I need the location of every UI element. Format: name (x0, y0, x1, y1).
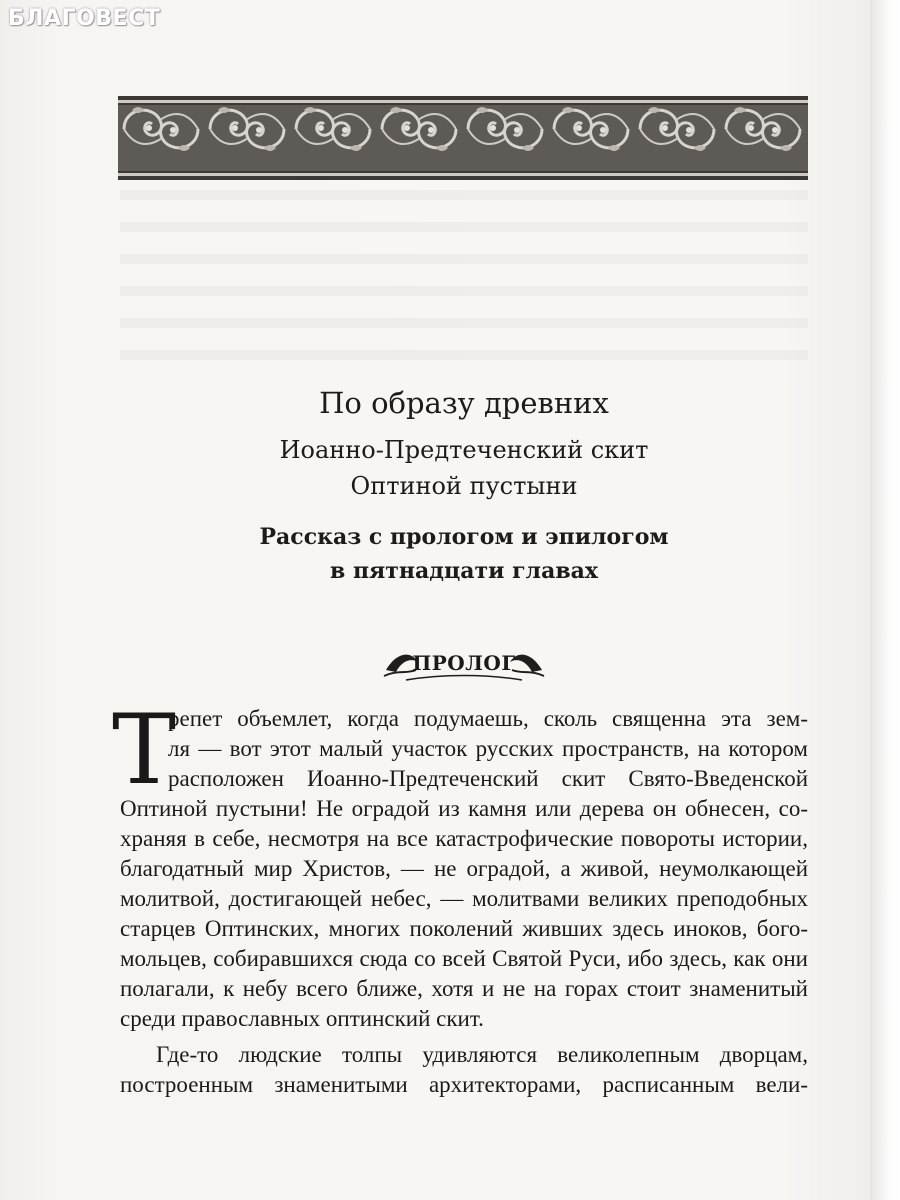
book-title: По образу древних (319, 386, 609, 420)
page-edge (870, 0, 900, 1200)
section-label: ПРОЛОГ (412, 651, 516, 675)
paragraph-line: мольцев, собиравшихся сюда со всей Святой Руси, ибо здесь, как они (120, 946, 808, 971)
section-heading (382, 640, 546, 688)
paragraph-line: Оптиной пустыни! Не оградой из камня или дерева он обнесен, со- (120, 796, 808, 821)
paragraph-line: ля — вот этот малый участок русских пространств, на котором (168, 736, 808, 761)
book-subtitle-line-1: Иоанно-Предтеченский скит (279, 436, 649, 464)
paragraph-line: храняя в себе, несмотря на все катастрофические повороты истории, (120, 826, 808, 851)
paragraph-line: полагали, к небу всего ближе, хотя и не на горах стоит знаменитый (120, 976, 808, 1001)
ornament-scroll-icon (118, 96, 808, 180)
genre-line-1: Рассказ с прологом и эпилогом (259, 524, 669, 550)
paragraph-line: расположен Иоанно-Предтеченский скит Свято-Введенской (168, 766, 808, 791)
bleed-through-text (120, 254, 808, 264)
ornamental-banner (118, 96, 808, 180)
bleed-through-text (120, 318, 808, 328)
paragraph-line: молитвой, достигающей небес, — молитвами великих преподобных (120, 886, 808, 911)
paragraph-line: Где-то людские толпы удивляются великолепным дворцам, (156, 1042, 808, 1067)
paragraph-line: среди православных оптинский скит. (120, 1006, 484, 1031)
genre-line-2: в пятнадцати главах (330, 558, 598, 584)
paragraph-line: построенным знаменитыми архитекторами, расписанным вели- (120, 1072, 808, 1097)
paragraph-line: старцев Оптинских, многих поколений живших здесь иноков, бого- (120, 916, 808, 941)
book-subtitle-line-2: Оптиной пустыни (350, 472, 578, 500)
bleed-through-text (120, 350, 808, 360)
bleed-through-text (120, 222, 808, 232)
watermark-logo: БЛАГОВЕСТ (8, 6, 161, 31)
paragraph-line: репет объемлет, когда подумаешь, сколь священна эта зем- (168, 706, 808, 731)
paragraph-line: благодатный мир Христов, — не оградой, а живой, неумолкающей (120, 856, 808, 881)
bleed-through-text (120, 286, 808, 296)
bleed-through-text (120, 190, 808, 200)
drop-cap: Т (112, 694, 177, 806)
